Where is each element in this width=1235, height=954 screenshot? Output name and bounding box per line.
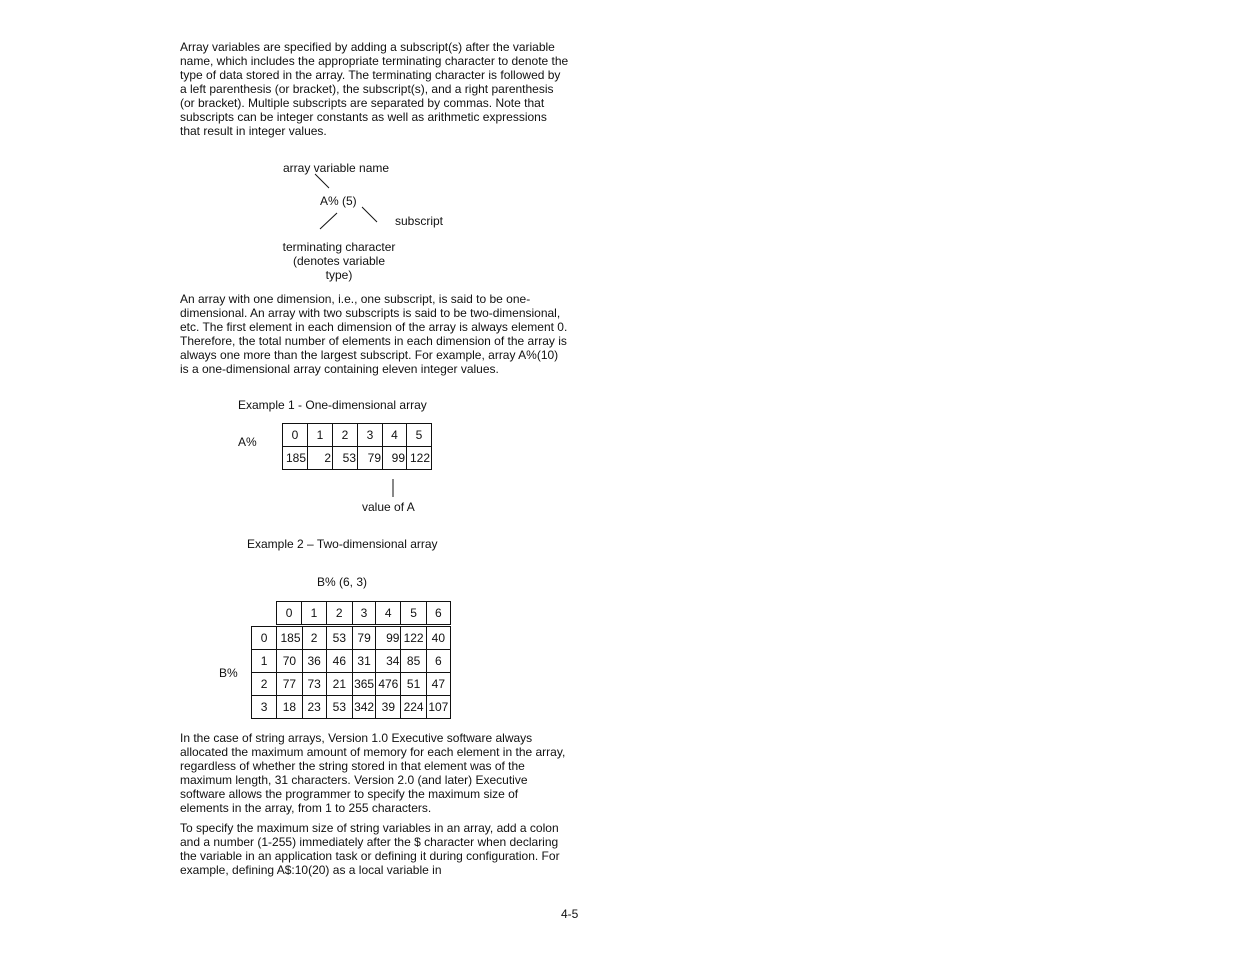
example2-column-index-row bbox=[277, 602, 451, 625]
intro-paragraph: Array variables are specified by adding a subscript(s) after the variable name, which includes the appropriate terminating character to denote the type of data stored in the array. The terminating character is followed by a left parenthesis (or bracket), the subscript(s), and a right parenthesis (or bracket). Multiple subscripts are separated by commas. Note that subscripts can be integer constants as well as arithmetic expressions that result in integer values. bbox=[180, 40, 569, 138]
row-index-cell: 3 bbox=[252, 696, 277, 719]
row-index-cell: 1 bbox=[252, 650, 277, 673]
terminating-line-2: (denotes variable bbox=[292, 254, 386, 268]
index-cell: 3 bbox=[358, 424, 383, 447]
data-cell: 6 bbox=[426, 650, 450, 673]
data-cell: 99 bbox=[376, 627, 401, 650]
data-cell: 365 bbox=[352, 673, 375, 696]
value-cell: 53 bbox=[333, 447, 358, 470]
data-cell: 18 bbox=[277, 696, 302, 719]
data-cell: 122 bbox=[401, 627, 426, 650]
data-cell: 34 bbox=[376, 650, 401, 673]
array-expression: A% (5) bbox=[320, 194, 357, 208]
example1-row-label: A% bbox=[238, 435, 257, 449]
example2-row bbox=[252, 673, 451, 696]
example1-value-row bbox=[283, 447, 432, 470]
example2-title: Example 2 – Two-dimensional array bbox=[247, 537, 438, 551]
data-cell: 23 bbox=[302, 696, 326, 719]
data-cell: 85 bbox=[401, 650, 426, 673]
terminating-line-1: terminating character bbox=[282, 240, 396, 254]
data-cell: 21 bbox=[326, 673, 352, 696]
index-cell: 4 bbox=[383, 424, 407, 447]
example2-row-label: B% bbox=[219, 666, 238, 680]
data-cell: 107 bbox=[426, 696, 450, 719]
data-cell: 51 bbox=[401, 673, 426, 696]
data-cell: 79 bbox=[352, 627, 375, 650]
value-cell: 2 bbox=[308, 447, 333, 470]
example2-caption: B% (6, 3) bbox=[317, 575, 368, 589]
column-index-cell: 4 bbox=[376, 602, 401, 625]
data-cell: 53 bbox=[326, 696, 352, 719]
index-cell: 5 bbox=[407, 424, 432, 447]
data-cell: 77 bbox=[277, 673, 302, 696]
data-cell: 476 bbox=[376, 673, 401, 696]
column-index-cell: 0 bbox=[277, 602, 302, 625]
data-cell: 36 bbox=[302, 650, 326, 673]
value-cell: 122 bbox=[407, 447, 432, 470]
index-cell: 0 bbox=[283, 424, 308, 447]
column-index-cell: 3 bbox=[352, 602, 375, 625]
example2-row bbox=[252, 696, 451, 719]
subscript-label: subscript bbox=[395, 214, 444, 228]
value-cell: 79 bbox=[358, 447, 383, 470]
data-cell: 224 bbox=[401, 696, 426, 719]
example2-row bbox=[252, 650, 451, 673]
string-size-paragraph: To specify the maximum size of string variables in an array, add a colon and a number (1-255) immediately after the $ character when declaring the variable in an application task or defining it during configuration. For example, defining A$:10(20) as a local variable in bbox=[180, 821, 560, 877]
data-cell: 31 bbox=[352, 650, 375, 673]
column-index-cell: 5 bbox=[401, 602, 426, 625]
data-cell: 47 bbox=[426, 673, 450, 696]
example1-title: Example 1 - One-dimensional array bbox=[238, 398, 427, 412]
data-cell: 342 bbox=[352, 696, 375, 719]
value-cell: 99 bbox=[383, 447, 407, 470]
row-index-cell: 0 bbox=[252, 627, 277, 650]
dimension-paragraph: An array with one dimension, i.e., one subscript, is said to be one-dimensional. An array with two subscripts is said to be two-dimensional, etc. The first element in each dimension of the array is always element 0. Therefore, the total number of elements in each dimension of the array is always one more than the largest subscript. For example, array A%(10) is a one-dimensional array containing eleven integer values. bbox=[180, 292, 568, 376]
value-cell: 185 bbox=[283, 447, 308, 470]
row-index-cell: 2 bbox=[252, 673, 277, 696]
example2-column-index-table bbox=[276, 601, 451, 625]
data-cell: 2 bbox=[302, 627, 326, 650]
terminating-character-label bbox=[270, 240, 408, 282]
example1-index-row bbox=[283, 424, 432, 447]
data-cell: 73 bbox=[302, 673, 326, 696]
column-index-cell: 6 bbox=[426, 602, 450, 625]
data-cell: 39 bbox=[376, 696, 401, 719]
page-number: 4-5 bbox=[561, 907, 579, 921]
example2-row bbox=[252, 627, 451, 650]
data-cell: 46 bbox=[326, 650, 352, 673]
string-arrays-paragraph: In the case of string arrays, Version 1.0 Executive software always allocated the maximum amount of memory for each element in the array, regardless of whether the string stored in that element was of the maximum length, 31 characters. Version 2.0 (and later) Executive software allows the programmer to specify the maximum size of elements in the array, from 1 to 255 characters. bbox=[180, 731, 566, 815]
column-index-cell: 1 bbox=[302, 602, 326, 625]
index-cell: 2 bbox=[333, 424, 358, 447]
terminating-line-3: type) bbox=[325, 268, 353, 282]
data-cell: 40 bbox=[426, 627, 450, 650]
value-of-a-label: value of A bbox=[362, 500, 415, 514]
data-cell: 185 bbox=[277, 627, 302, 650]
data-cell: 53 bbox=[326, 627, 352, 650]
example2-data-table bbox=[251, 626, 451, 719]
column-index-cell: 2 bbox=[326, 602, 352, 625]
example1-table bbox=[282, 423, 432, 470]
array-variable-name-label: array variable name bbox=[283, 161, 390, 175]
index-cell: 1 bbox=[308, 424, 333, 447]
data-cell: 70 bbox=[277, 650, 302, 673]
